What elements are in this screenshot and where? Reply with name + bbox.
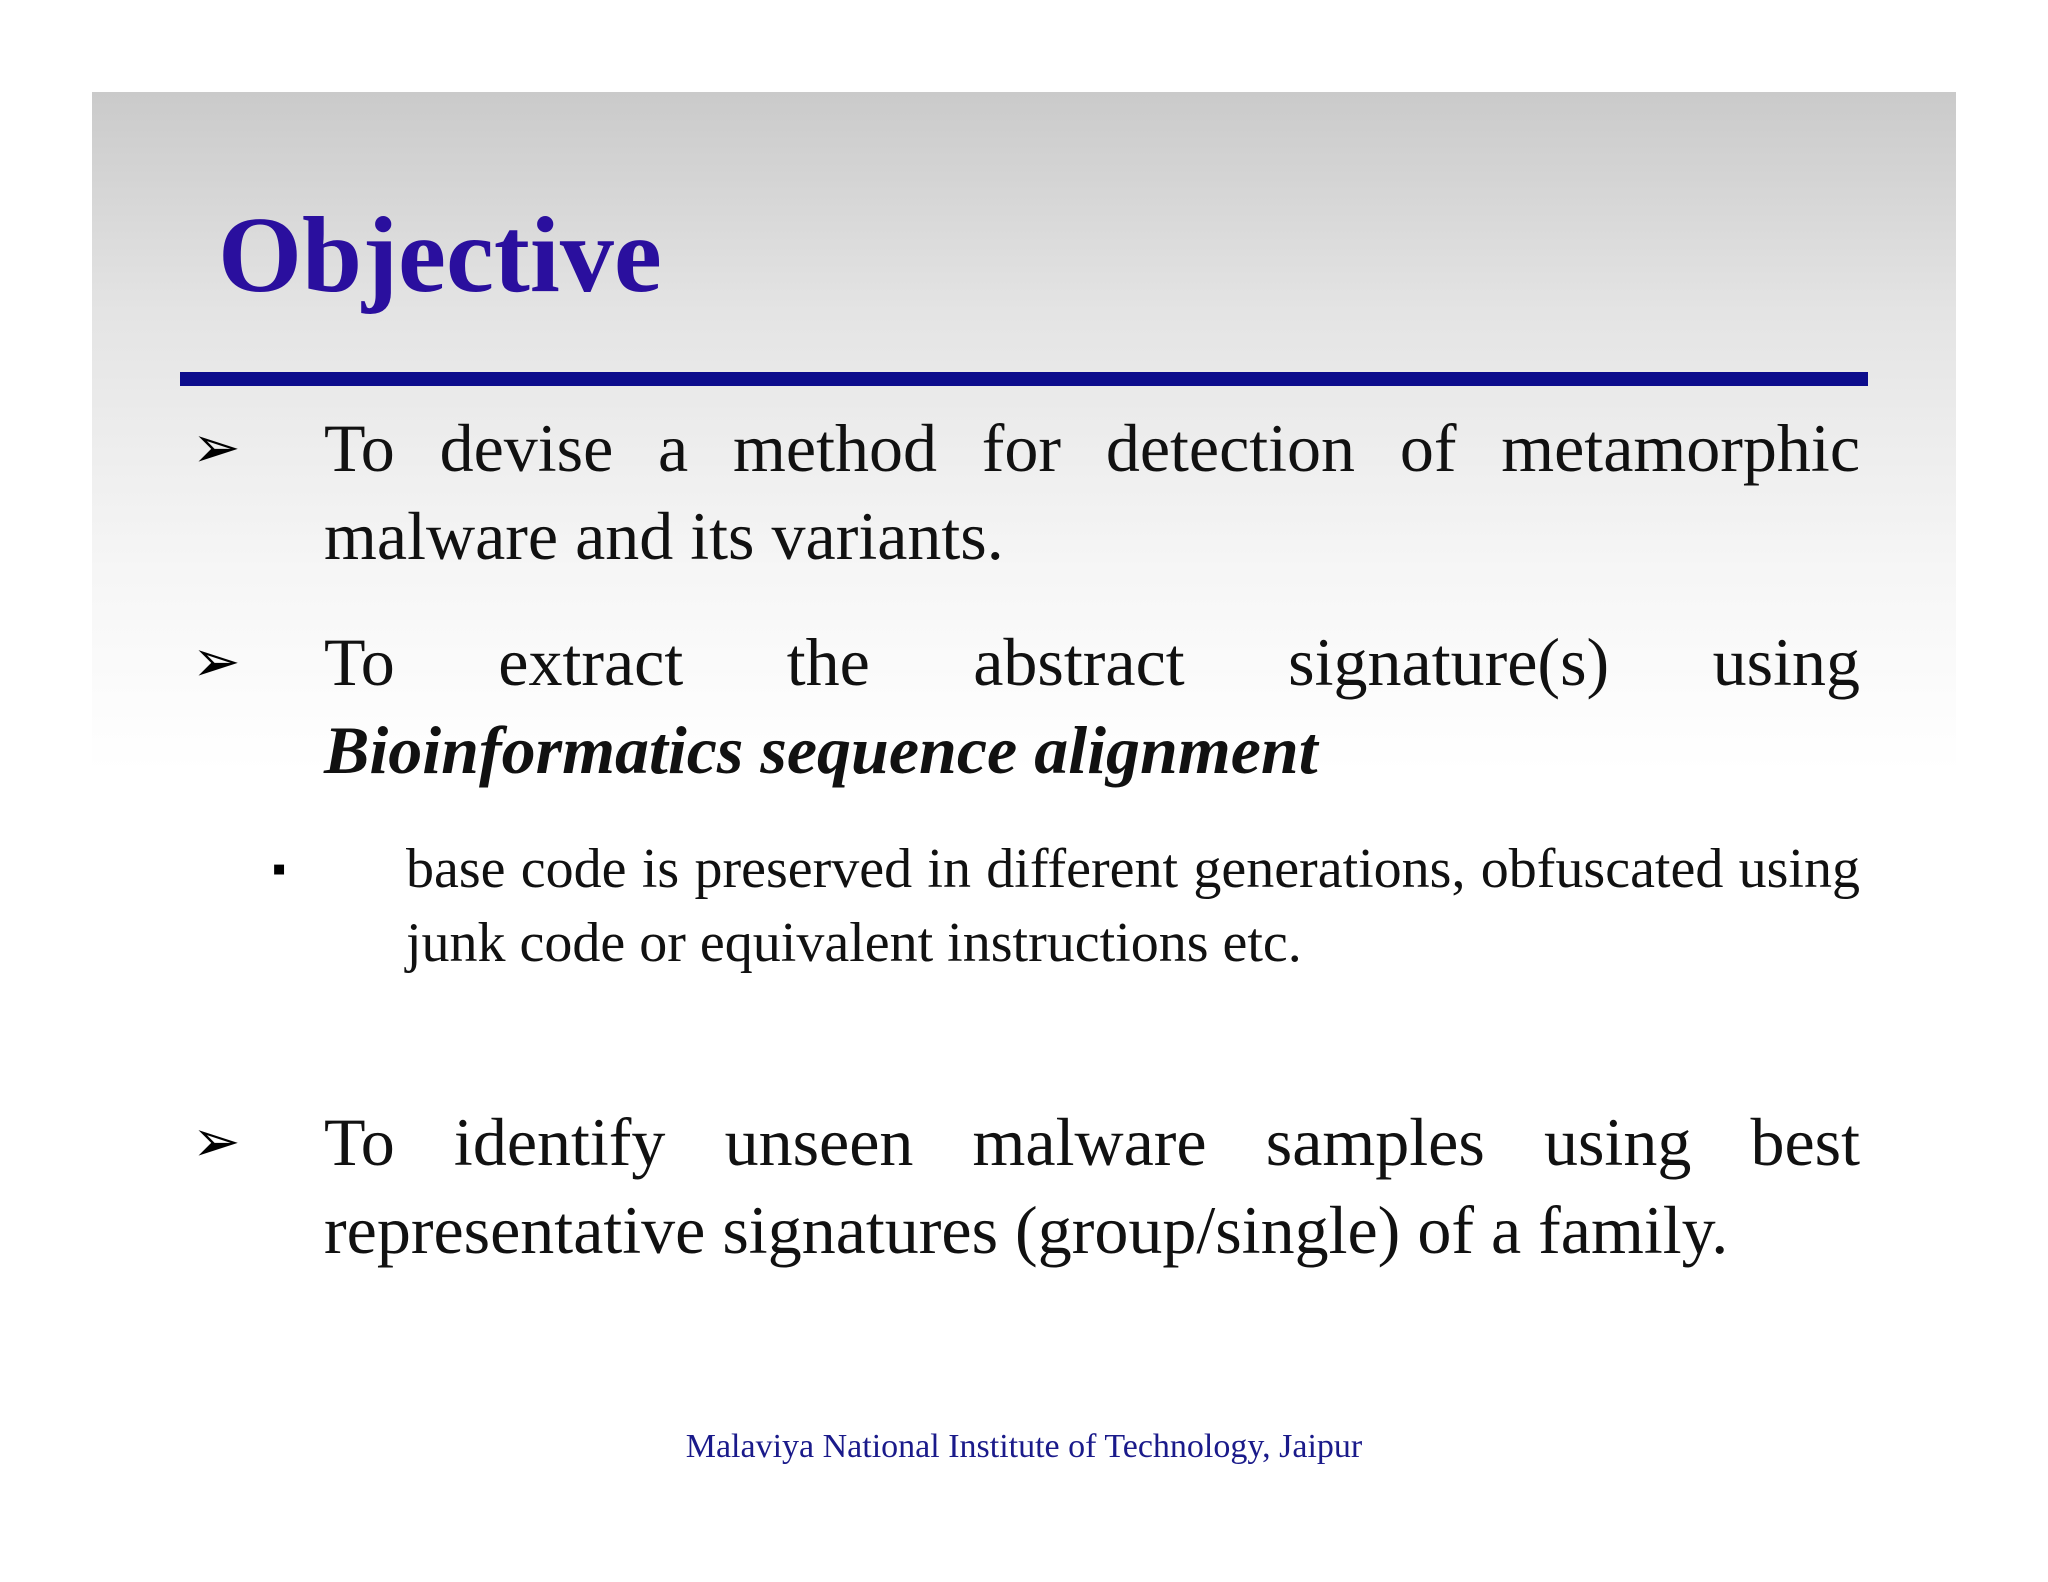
- sub-bullet-text: base code is preserved in different generations, obfuscated using junk code or equivalent instructions etc.: [406, 838, 1860, 974]
- bullet-text: To identify unseen malware samples using best representative signatures (group/single) of a family.: [324, 1104, 1860, 1268]
- slide: [92, 92, 1956, 1540]
- square-bullet-icon: ▪: [272, 846, 287, 891]
- bullet-text: To devise a method for detection of metamorphic malware and its variants.: [324, 410, 1860, 574]
- title-divider: [180, 372, 1868, 386]
- arrow-bullet-icon: ➢: [192, 1109, 241, 1174]
- slide-title: Objective: [218, 196, 662, 315]
- arrow-bullet-icon: ➢: [192, 629, 241, 694]
- bullet-emphasis: Bioinformatics sequence alignment: [324, 712, 1318, 788]
- bullet-text: [324, 618, 1860, 794]
- bullet-text-line: To extract the abstract signature(s) using: [324, 624, 1860, 700]
- footer-institution: Malaviya National Institute of Technology, Jaipur: [685, 1428, 1363, 1465]
- arrow-bullet-icon: ➢: [192, 415, 241, 480]
